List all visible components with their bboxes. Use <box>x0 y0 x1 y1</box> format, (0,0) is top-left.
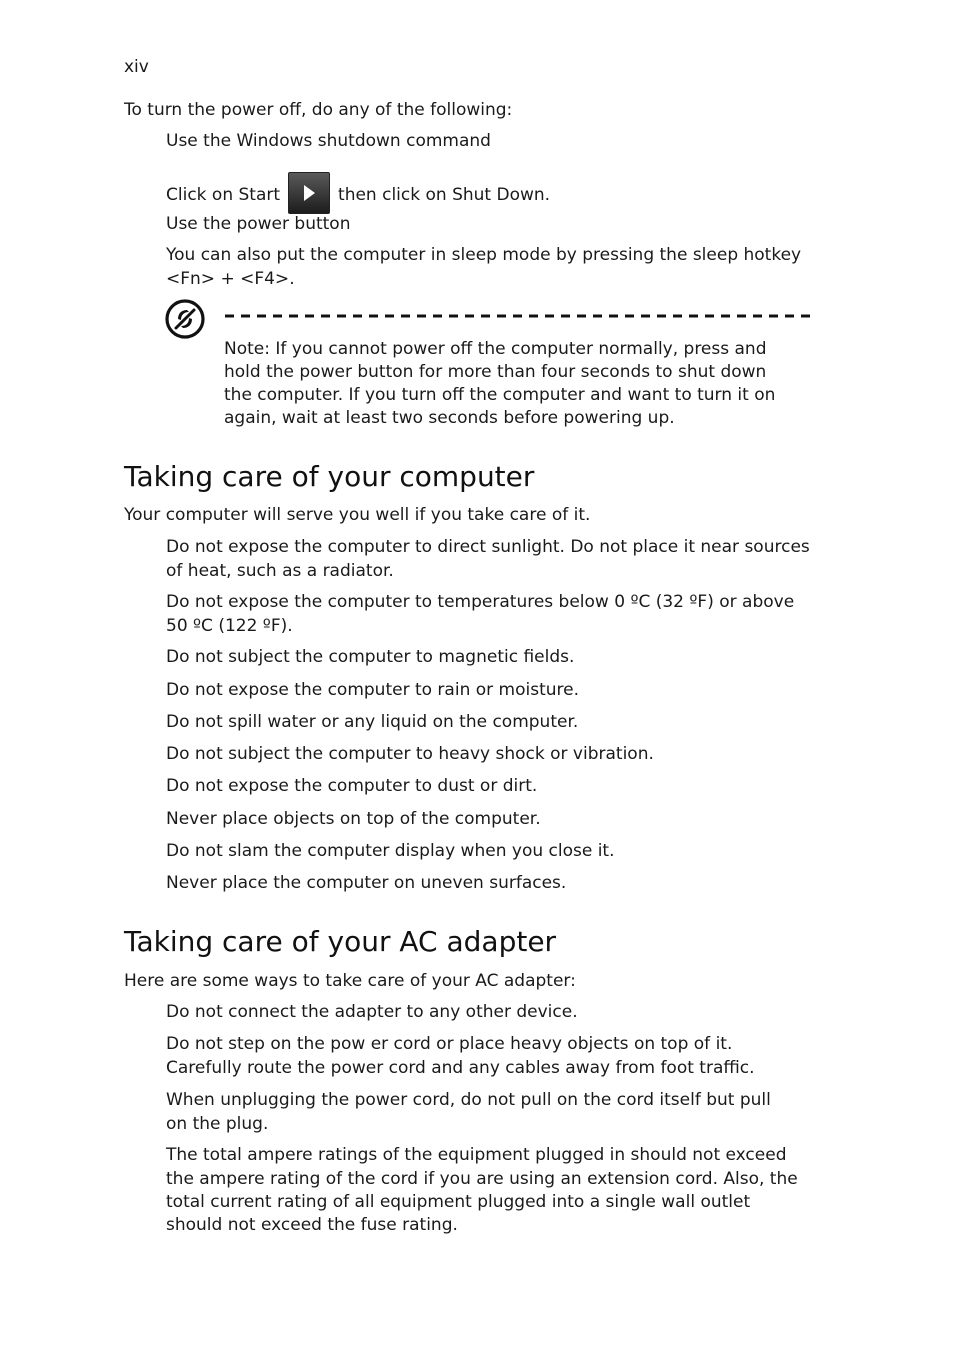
power-button-item: Use the power button <box>166 214 351 234</box>
list-item: Do not step on the pow er cord or place heavy objects on top of it. <box>166 1034 733 1054</box>
note-label: Note: <box>224 339 270 359</box>
click-suffix: . <box>544 185 551 205</box>
note-line-2: hold the power button for more than four seconds to shut down <box>224 362 767 382</box>
page-number: xiv <box>124 57 149 77</box>
list-item: Do not expose the computer to temperatures below 0 ºC (32 ºF) or above <box>166 592 795 612</box>
power-off-intro: To turn the power off, do any of the following: <box>124 100 513 120</box>
list-item: Do not expose the computer to direct sunlight. Do not place it near sources <box>166 537 810 557</box>
list-item: Never place the computer on uneven surfaces. <box>166 873 567 893</box>
shut-down-label: Shut Down <box>452 185 545 205</box>
note-divider <box>225 314 810 318</box>
list-item: Carefully route the power cord and any cables away from foot traffic. <box>166 1058 755 1078</box>
note-line-3: the computer. If you turn off the computer and want to turn it on <box>224 385 776 405</box>
list-item: total current rating of all equipment plugged into a single wall outlet <box>166 1192 751 1212</box>
list-item: Do not subject the computer to magnetic fields. <box>166 647 575 667</box>
note-line-1: Note: If you cannot power off the computer normally, press and <box>224 339 767 359</box>
sleep-suffix: . <box>289 269 295 289</box>
list-item: should not exceed the fuse rating. <box>166 1215 458 1235</box>
windows-shutdown-item: Use the Windows shutdown command <box>166 131 491 151</box>
list-item: The total ampere ratings of the equipment plugged in should not exceed <box>166 1145 787 1165</box>
adapter-care-heading: Taking care of your AC adapter <box>124 925 557 958</box>
list-item: Never place objects on top of the computer. <box>166 809 541 829</box>
sleep-line-1: You can also put the computer in sleep mode by pressing the sleep hotkey <box>166 245 802 265</box>
start-button-icon <box>288 172 330 214</box>
list-item: Do not spill water or any liquid on the computer. <box>166 712 579 732</box>
list-item: Do not expose the computer to dust or dirt. <box>166 776 538 796</box>
computer-care-heading: Taking care of your computer <box>124 460 535 493</box>
click-start-line <box>166 174 550 216</box>
note-icon <box>165 299 205 339</box>
click-middle: then click on <box>338 185 453 205</box>
list-item: Do not subject the computer to heavy shock or vibration. <box>166 744 654 764</box>
list-item: Do not expose the computer to rain or moisture. <box>166 680 579 700</box>
list-item: Do not connect the adapter to any other device. <box>166 1002 578 1022</box>
adapter-care-intro: Here are some ways to take care of your AC adapter: <box>124 971 576 991</box>
list-item: on the plug. <box>166 1114 269 1134</box>
list-item: the ampere rating of the cord if you are using an extension cord. Also, the <box>166 1169 798 1189</box>
click-prefix: Click on <box>166 185 239 205</box>
computer-care-intro: Your computer will serve you well if you take care of it. <box>124 505 591 525</box>
list-item: When unplugging the power cord, do not pull on the cord itself but pull <box>166 1090 771 1110</box>
sleep-hotkey: <Fn> + <F4> <box>166 269 290 289</box>
list-item: of heat, such as a radiator. <box>166 561 394 581</box>
note-line-4: again, wait at least two seconds before powering up. <box>224 408 675 428</box>
start-label: Start <box>238 185 281 205</box>
list-item: Do not slam the computer display when you close it. <box>166 841 615 861</box>
list-item: 50 ºC (122 ºF). <box>166 616 293 636</box>
sleep-line-2 <box>166 268 295 292</box>
